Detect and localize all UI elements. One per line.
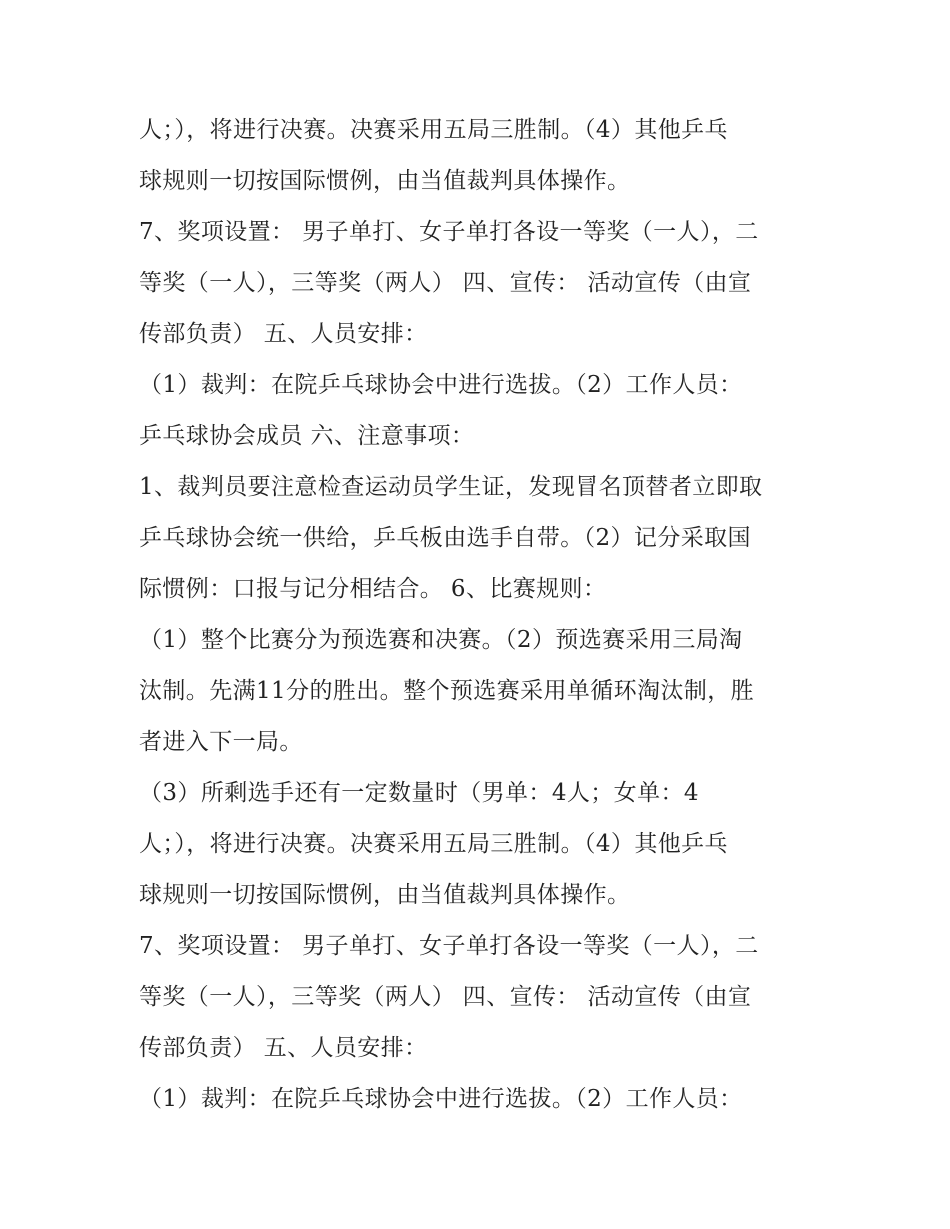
text-line: 乒乓球协会统一供给，乒乓板由选手自带。（2）记分采取国 xyxy=(139,525,751,551)
text-line: 7、奖项设置： 男子单打、女子单打各设一等奖（一人），二 xyxy=(139,933,759,959)
text-line: 1、裁判员要注意检查运动员学生证，发现冒名顶替者立即取 xyxy=(139,474,763,500)
text-line: 传部负责） 五、人员安排： xyxy=(139,321,428,347)
text-line: 等奖（一人），三等奖（两人） 四、宣传： 活动宣传（由宣 xyxy=(139,984,752,1010)
text-line: 汰制。先满11分的胜出。整个预选赛采用单循环淘汰制，胜 xyxy=(139,678,755,704)
text-line: （3）所剩选手还有一定数量时（男单：4人；女单：4 xyxy=(139,780,699,806)
text-line: 7、奖项设置： 男子单打、女子单打各设一等奖（一人），二 xyxy=(139,219,759,245)
text-line: 等奖（一人），三等奖（两人） 四、宣传： 活动宣传（由宣 xyxy=(139,270,752,296)
text-line: 传部负责） 五、人员安排： xyxy=(139,1035,428,1061)
text-line: （1）裁判：在院乒乓球协会中进行选拔。（2）工作人员： xyxy=(139,372,743,398)
text-line: 球规则一切按国际惯例，由当值裁判具体操作。 xyxy=(139,882,631,908)
text-line: 乒乓球协会成员 六、注意事项： xyxy=(139,423,475,449)
text-line: 人；），将进行决赛。决赛采用五局三胜制。（4）其他乒乓 xyxy=(139,117,728,143)
text-line: 者进入下一局。 xyxy=(139,729,303,755)
text-line: （1）裁判：在院乒乓球协会中进行选拔。（2）工作人员： xyxy=(139,1086,743,1112)
text-line: （1）整个比赛分为预选赛和决赛。（2）预选赛采用三局淘 xyxy=(139,627,743,653)
text-line: 人；），将进行决赛。决赛采用五局三胜制。（4）其他乒乓 xyxy=(139,831,728,857)
text-line: 球规则一切按国际惯例，由当值裁判具体操作。 xyxy=(139,168,631,194)
text-line: 际惯例：口报与记分相结合。 6、比赛规则： xyxy=(139,576,607,602)
